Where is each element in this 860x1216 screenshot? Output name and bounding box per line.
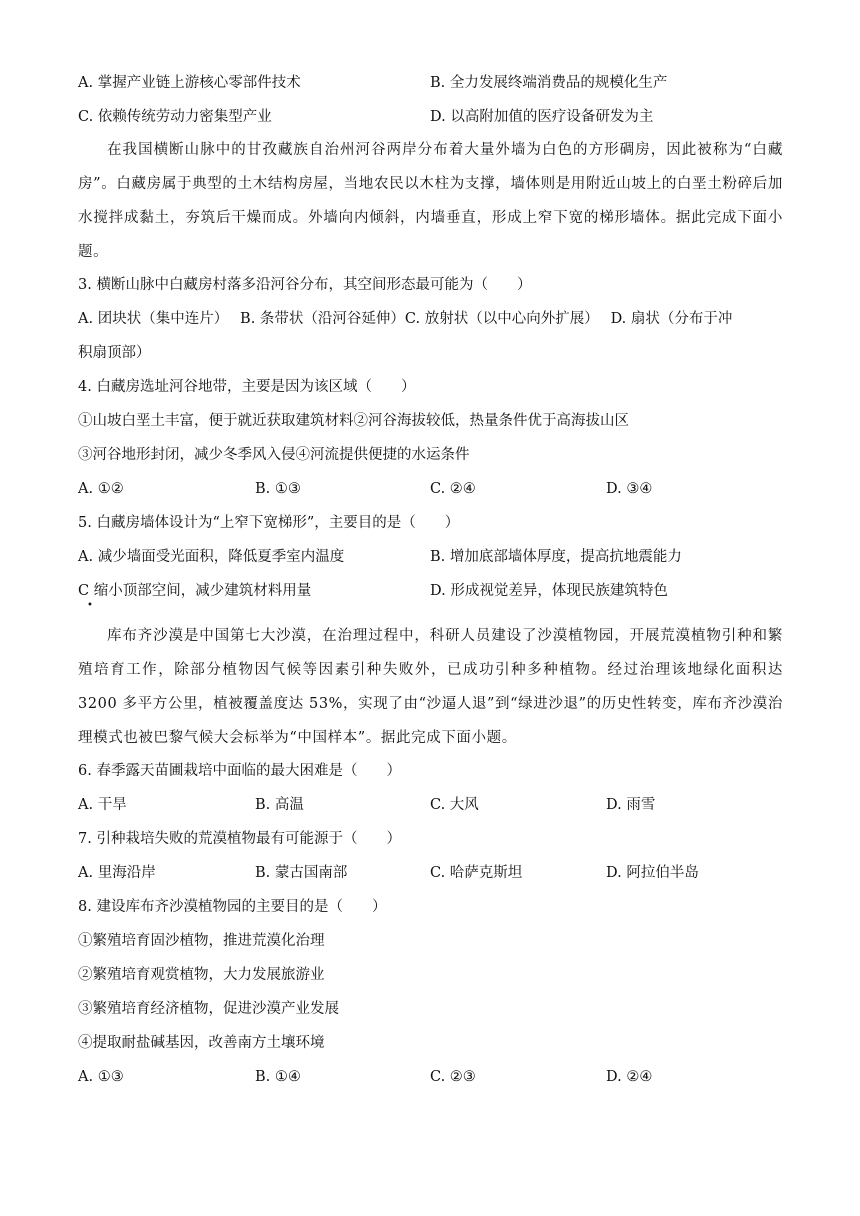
q5-stem: 5. 白藏房墙体设计为“上窄下宽梯形”，主要目的是（ ） — [78, 515, 460, 531]
q7-stem: 7. 引种栽培失败的荒漠植物最有可能源于（ ） — [78, 831, 401, 847]
q6-option-d: D. 雨雪 — [606, 797, 656, 813]
q8-option-a: A. ①③ — [78, 1069, 124, 1085]
q4-option-c: C. ②④ — [430, 481, 476, 497]
q8-option-b: B. ①④ — [255, 1069, 301, 1085]
q7-option-b: B. 蒙古国南部 — [255, 865, 348, 881]
q8-option-c: C. ②③ — [430, 1069, 476, 1085]
q8-item-3: ③繁殖培育经济植物，促进沙漠产业发展 — [78, 1001, 339, 1017]
q6-option-a: A. 干旱 — [78, 797, 127, 813]
q7-option-d: D. 阿拉伯半岛 — [606, 865, 699, 881]
q4-item-1: ①山坡白垩土丰富，便于就近获取建筑材料②河谷海拔较低，热量条件优于高海拔山区 — [78, 413, 629, 429]
q4-stem: 4. 白藏房选址河谷地带，主要是因为该区域（ ） — [78, 379, 416, 395]
q2-option-d: D. 以高附加值的医疗设备研发为主 — [430, 109, 654, 125]
q3-options-line2: 积扇顶部） — [78, 345, 151, 361]
q3-stem: 3. 横断山脉中白藏房村落多沿河谷分布，其空间形态最可能为（ ） — [78, 277, 532, 293]
q2-option-c: C. 依赖传统劳动力密集型产业 — [78, 109, 272, 125]
q8-stem: 8. 建设库布齐沙漠植物园的主要目的是（ ） — [78, 899, 387, 915]
q8-item-2: ②繁殖培育观赏植物，大力发展旅游业 — [78, 967, 325, 983]
q8-item-1: ①繁殖培育固沙植物，推进荒漠化治理 — [78, 933, 325, 949]
stray-dot: • — [87, 600, 93, 611]
q3-options-line1: A. 团块状（集中连片） B. 条带状（沿河谷延伸）C. 放射状（以中心向外扩展） D. 扇状（分布于冲 — [78, 311, 733, 327]
q5-option-b: B. 增加底部墙体厚度，提高抗地震能力 — [430, 549, 682, 565]
q4-option-b: B. ①③ — [255, 481, 301, 497]
q8-option-d: D. ②④ — [606, 1069, 653, 1085]
passage-bai-zang-fang: 在我国横断山脉中的甘孜藏族自治州河谷两岸分布着大量外墙为白色的方形碉房，因此被称为“白藏房”。白藏房属于典型的土木结构房屋，当地农民以木柱为支撑，墙体则是用附近山坡上的白垩土粉碎后加水搅拌成黏土，夯筑后干燥而成。外墙向内倾斜，内墙垂直，形成上窄下宽的梯形墙体。据此完成下面小题。 — [78, 142, 783, 260]
q5-option-a: A. 减少墙面受光面积，降低夏季室内温度 — [78, 549, 345, 565]
q8-item-4: ④提取耐盐碱基因，改善南方土壤环境 — [78, 1035, 325, 1051]
q4-item-2: ③河谷地形封闭，减少冬季风入侵④河流提供便捷的水运条件 — [78, 447, 470, 463]
q5-option-d: D. 形成视觉差异，体现民族建筑特色 — [430, 583, 668, 599]
q6-stem: 6. 春季露天苗圃栽培中面临的最大困难是（ ） — [78, 763, 401, 779]
q2-option-a: A. 掌握产业链上游核心零部件技术 — [78, 75, 301, 91]
passage-kubuqi-desert: 库布齐沙漠是中国第七大沙漠，在治理过程中，科研人员建设了沙漠植物园，开展荒漠植物引种和繁殖培育工作，除部分植物因气候等因素引种失败外，已成功引种多种植物。经过治理该地绿化面积达 3200 多平方公里，植被覆盖度达 53%，实现了由“沙逼人退”到“绿进沙退”的历史性转变，库布齐沙漠治理模式也被巴黎气候大会标举为“中国样本”。据此完成下面小题。 — [78, 628, 783, 746]
q5-option-c: C 缩小顶部空间，减少建筑材料用量 — [78, 583, 312, 599]
q7-option-c: C. 哈萨克斯坦 — [430, 865, 523, 881]
q4-option-a: A. ①② — [78, 481, 124, 497]
q6-option-b: B. 高温 — [255, 797, 304, 813]
q2-option-b: B. 全力发展终端消费品的规模化生产 — [430, 75, 668, 91]
q6-option-c: C. 大风 — [430, 797, 479, 813]
q7-option-a: A. 里海沿岸 — [78, 865, 156, 881]
q4-option-d: D. ③④ — [606, 481, 653, 497]
